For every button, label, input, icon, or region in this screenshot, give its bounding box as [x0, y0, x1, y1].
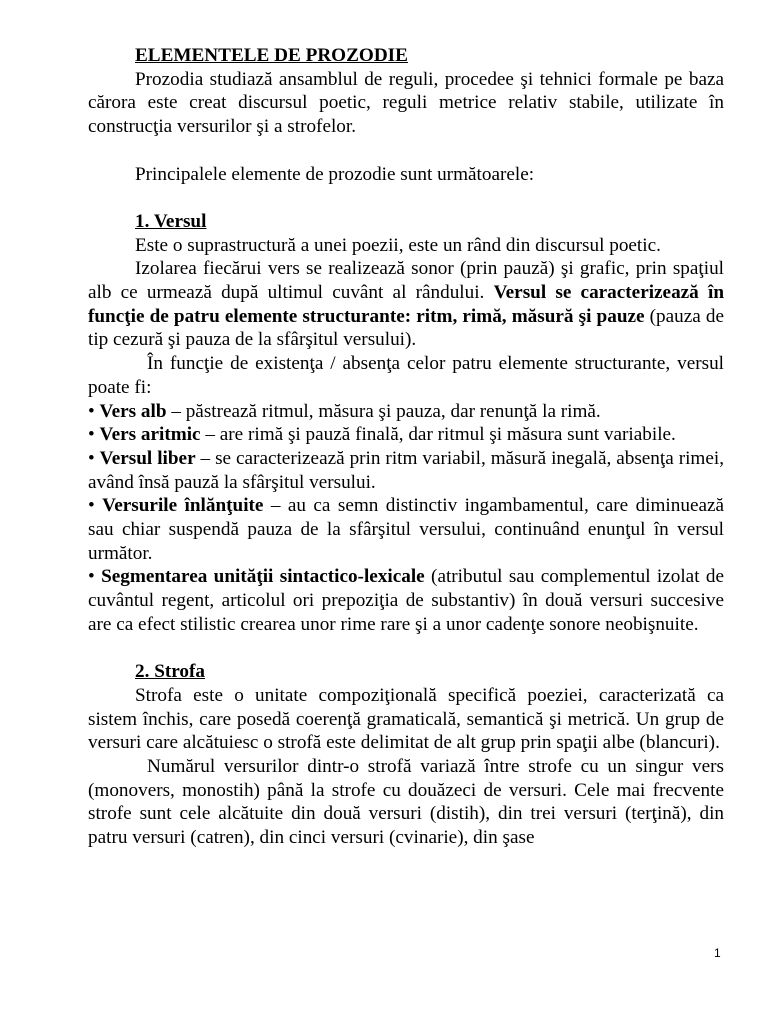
- list-item: • Versurile înlănţuite – au ca semn distinctiv ingambamentul, care diminuează sau chiar suspendă pauza de la sfârşitul versului, continuând enunţul în versul următor.: [88, 495, 725, 564]
- strofa-paragraph-1: Strofa este o unitate compoziţională specifică poeziei, caracterizată ca sistem închis, care posedă coerenţă gramaticală, semantică şi metrică. Un grup de versuri care alcătuiesc o strofă este delimitat de alt grup prin spaţii albe (blancuri).: [88, 684, 724, 754]
- document-title: ELEMENTELE DE PROZODIE: [135, 45, 408, 66]
- list-item: • Segmentarea unităţii sintactico-lexicale (atributul sau complementul izolat de cuvântul regent, articolul ori prepoziţia de substantiv) în două versuri succesive are ca efect stilistic crearea unor rime rare şi a unor cadenţe sonore neobişnuite.: [88, 566, 725, 635]
- list-item: • Vers aritmic – are rimă şi pauză finală, dar ritmul şi măsura sunt variabile.: [88, 424, 676, 446]
- section-heading-versul: 1. Versul: [135, 210, 207, 232]
- principal-paragraph: Principalele elemente de prozodie sunt următoarele:: [135, 163, 535, 185]
- list-item: • Versul liber – se caracterizează prin ritm variabil, măsură inegală, absenţa rimei, având însă pauză la sfârşitul versului.: [88, 447, 724, 493]
- versul-paragraph-2: Izolarea fiecărui vers se realizează sonor (prin pauză) şi grafic, prin spaţiul alb ce urmează după ultimul cuvânt al rândului. Versul se caracterizează în funcţie de patru elemente structurante: ritm, rimă, măsură şi pauze (pauza de tip cezură şi pauza de la sfârşitul versului).: [88, 258, 724, 351]
- versul-paragraph-1: Este o suprastructură a unei poezii, este un rând din discursul poetic.: [135, 234, 661, 256]
- strofa-paragraph-2: Numărul versurilor dintr-o strofă variază între strofe cu un singur vers (monovers, monostih) până la strofe cu douăzeci de versuri. Cele mai frecvente strofe sunt cele alcătuite din două versuri (distih), din trei versuri (terţină), din patru versuri (catren), din cinci versuri (cvinarie), din şase: [88, 756, 724, 849]
- versul-paragraph-3: În funcţie de existenţa / absenţa celor patru elemente structurante, versul poate fi:: [88, 353, 724, 398]
- list-item: • Vers alb – păstrează ritmul, măsura şi pauza, dar renunţă la rimă.: [88, 400, 601, 422]
- section-heading-strofa: 2. Strofa: [135, 661, 205, 683]
- page-number: 1: [714, 946, 721, 960]
- spacer: [88, 139, 724, 163]
- spacer: [88, 186, 724, 210]
- intro-paragraph: Prozodia studiază ansamblul de reguli, procedee şi tehnici formale pe baza cărora este creat discursul poetic, reguli metrice relativ stabile, utilizate în construcţia versurilor şi a strofelor.: [88, 68, 724, 138]
- spacer: [88, 637, 724, 661]
